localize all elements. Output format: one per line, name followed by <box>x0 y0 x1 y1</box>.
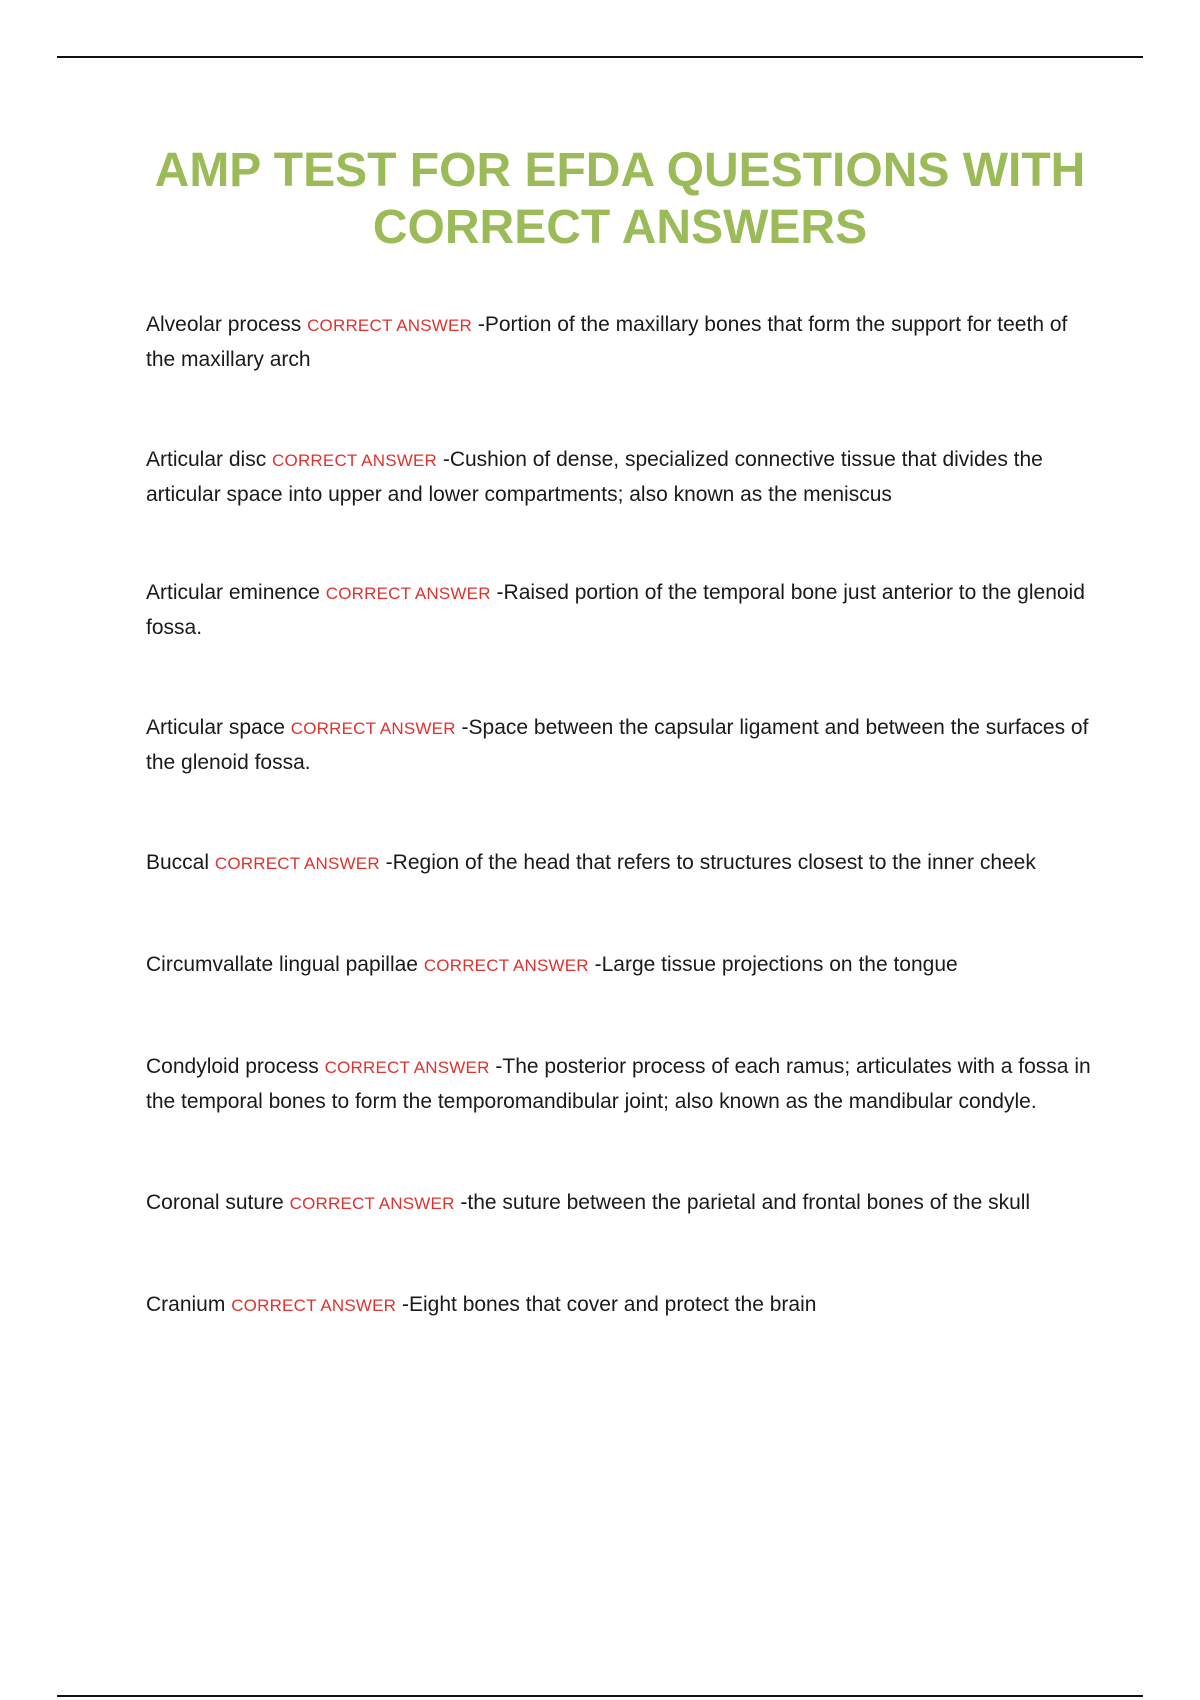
qa-item <box>146 1050 1096 1119</box>
qa-definition: -Region of the head that refers to structures closest to the inner cheek <box>385 851 1036 874</box>
header-rule <box>57 56 1143 58</box>
qa-term: Condyloid process <box>146 1055 319 1078</box>
qa-definition: -Space between the capsular ligament and between the surfaces of the glenoid fossa. <box>146 716 1089 774</box>
qa-term: Articular eminence <box>146 581 320 604</box>
correct-answer-marker: CORRECT ANSWER <box>272 451 437 470</box>
correct-answer-marker: CORRECT ANSWER <box>214 854 380 873</box>
qa-term: Alveolar process <box>146 313 302 336</box>
qa-definition: -Portion of the maxillary bones that form the support for teeth of the maxillary arch <box>146 313 1068 371</box>
correct-answer-marker: CORRECT ANSWER <box>307 316 473 335</box>
qa-item <box>146 576 1096 645</box>
qa-item <box>146 711 1096 780</box>
qa-definition: -Large tissue projections on the tongue <box>594 953 958 976</box>
footer-rule <box>57 1695 1143 1697</box>
qa-item <box>146 443 1096 512</box>
qa-list <box>146 308 1096 1323</box>
qa-term: Buccal <box>146 851 210 874</box>
qa-term: Circumvallate lingual papillae <box>146 953 418 976</box>
correct-answer-marker: CORRECT ANSWER <box>231 1296 397 1315</box>
qa-term: Articular disc <box>146 448 267 471</box>
qa-item <box>146 846 1096 881</box>
qa-item <box>146 948 1096 983</box>
qa-term: Cranium <box>146 1293 226 1316</box>
qa-definition: -Eight bones that cover and protect the brain <box>402 1293 817 1316</box>
correct-answer-marker: CORRECT ANSWER <box>423 956 589 975</box>
qa-definition: -Raised portion of the temporal bone just anterior to the glenoid fossa. <box>146 581 1085 639</box>
correct-answer-marker: CORRECT ANSWER <box>289 1194 455 1213</box>
qa-term: Coronal suture <box>146 1191 284 1214</box>
page-title: AMP TEST FOR EFDA QUESTIONS WITH CORRECT ANSWERS <box>154 144 1086 254</box>
qa-term: Articular space <box>146 716 285 739</box>
qa-item <box>146 1288 1096 1323</box>
correct-answer-marker: CORRECT ANSWER <box>325 584 491 603</box>
correct-answer-marker: CORRECT ANSWER <box>324 1058 490 1077</box>
qa-definition: -The posterior process of each ramus; articulates with a fossa in the temporal bones to form the temporomandibular joint; also known as the mandibular condyle. <box>146 1055 1091 1113</box>
qa-definition: -Cushion of dense, specialized connective tissue that divides the articular space into upper and lower compartments; also known as the meniscus <box>146 448 1043 506</box>
qa-item <box>146 1186 1096 1221</box>
correct-answer-marker: CORRECT ANSWER <box>290 719 456 738</box>
qa-item <box>146 308 1096 377</box>
qa-definition: -the suture between the parietal and frontal bones of the skull <box>460 1191 1031 1214</box>
